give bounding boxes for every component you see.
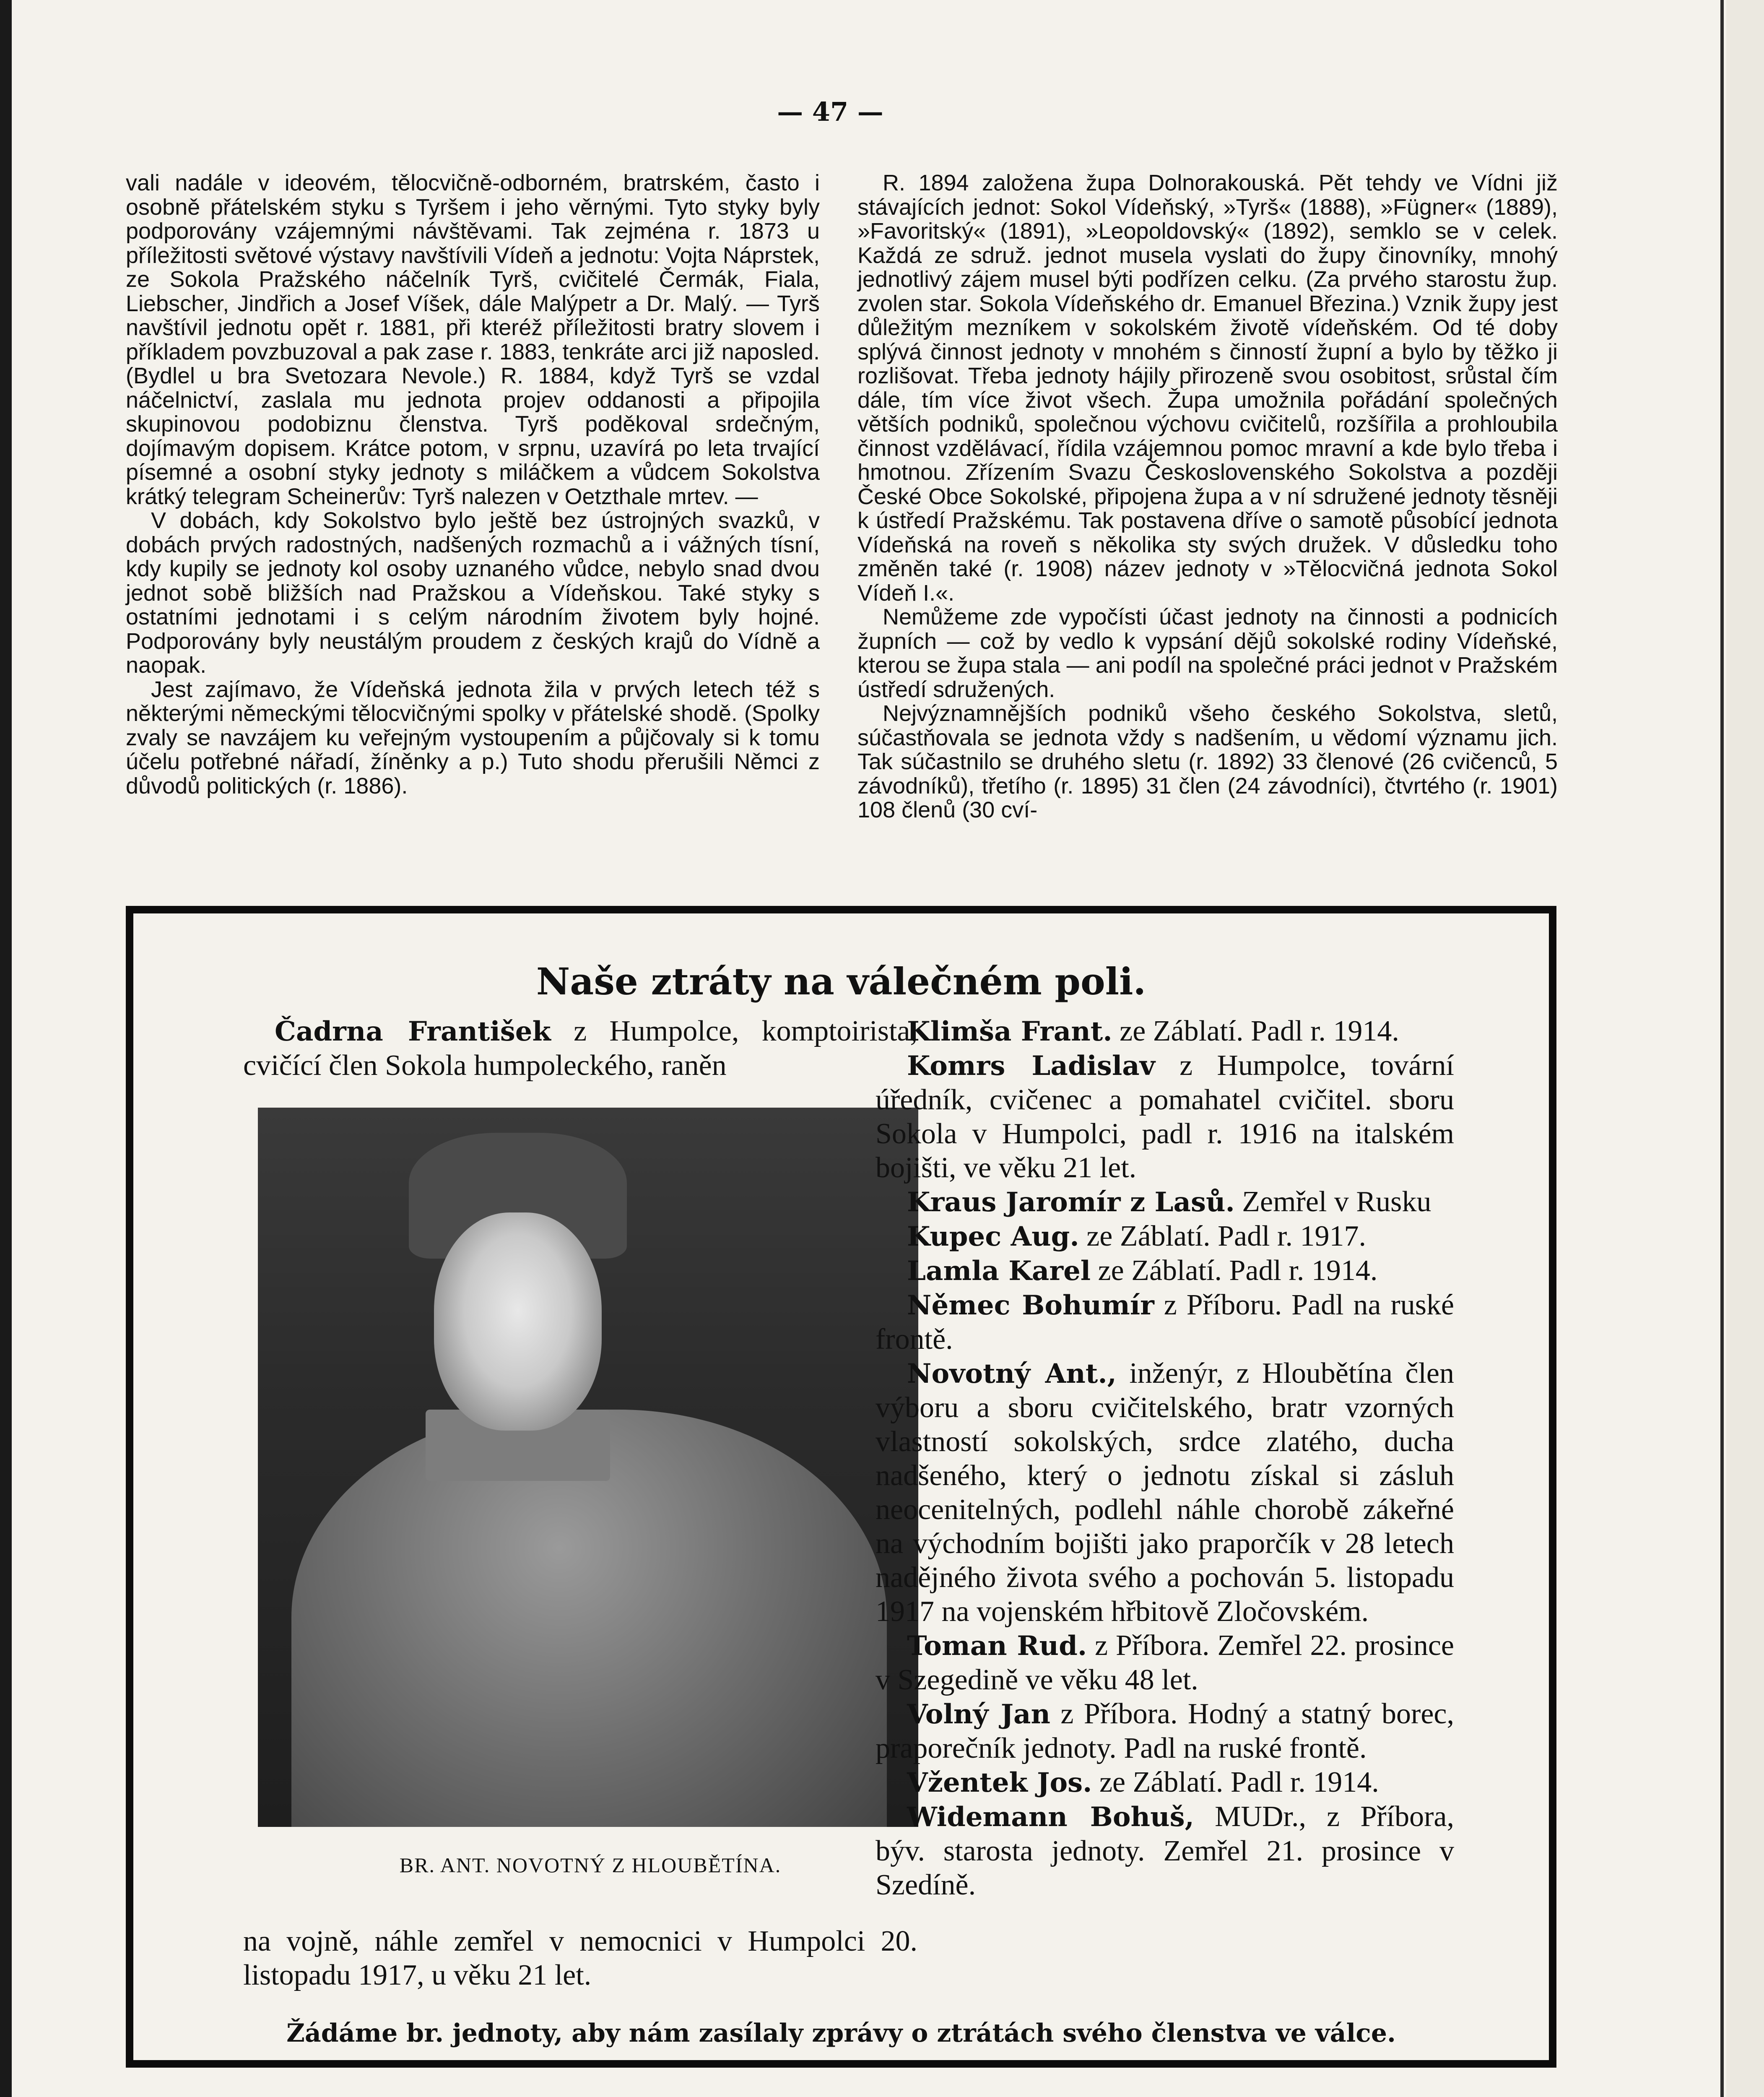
- obituary-entry: [876, 1254, 1454, 1288]
- obituary-entry: [876, 1288, 1454, 1356]
- obituary-text: z Příbora. Hodný a statný borec, praporečník jednoty. Padl na ruské frontě.: [876, 1698, 1455, 1764]
- obituary-entry: [876, 1629, 1454, 1697]
- obituary-cadrna: [243, 1014, 917, 1082]
- obituary-name: Kupec Aug.: [907, 1221, 1079, 1252]
- obituary-entry: [876, 1356, 1454, 1629]
- obituary-text: ze Záblatí. Padl r. 1917.: [1079, 1220, 1366, 1252]
- obituary-name: Kraus Jaromír z Lasů.: [907, 1186, 1235, 1218]
- left-column: [126, 171, 820, 798]
- obituary-list: [876, 1014, 1454, 1902]
- photo-caption: BR. ANT. NOVOTNÝ Z HLOUBĚTÍNA.: [399, 1853, 782, 1877]
- obituary-entry: [876, 1765, 1454, 1800]
- photo-face: [434, 1212, 602, 1431]
- obituary-name: Lamla Karel: [907, 1255, 1091, 1287]
- obituary-text: Zemřel v Rusku: [1234, 1186, 1431, 1218]
- obituary-name: Komrs Ladislav: [907, 1050, 1155, 1082]
- obituary-text: inženýr, z Hloubětína člen výboru a sboru cvičitelského, bratr vzorných vlastností sokolských, srdce zlatého, ducha nadšeného, který o jednotu získal si zásluh neocenitelných, podlehl náhle chorobě zákeřné na východním bojišti jako praporčík v 28 letech nadějného života svého a pochován 5. listopadu 1917 na vojenském hřbitově Zločovském.: [876, 1357, 1454, 1628]
- obituary-text: z Humpolce, tovární úředník, cvičenec a pomahatel cvičitel. sboru Sokola v Humpolci, padl r. 1916 na italském bojišti, ve věku 21 let.: [876, 1049, 1454, 1184]
- paragraph: R. 1894 založena župa Dolnorakouská. Pět tehdy ve Vídni již stávajících jednot: Sokol Vídeňský, »Tyrš« (1888), »Fügner« (1889), »Favoritský« (1891), »Leopoldovský« (1892), semklo se v celek. Každá ze sdruž. jednot musela vyslati do župy činovníky, mnohý jednotlivý zájem musel býti podřízen celku. (Za prvého starostu žup. zvolen star. Sokola Vídeňského dr. Emanuel Březina.) Vznik župy jest důležitým mezníkem v sokolském životě vídeňském. Od té doby splývá činnost jednoty v mnohém s činností župní a bylo by těžko ji rozlišovat. Třeba jednoty hájily přirozeně svou osobitost, srůstal čím dále, tím více život všech. Župa umožnila pořádání společných větších podniků, společnou výchovu cvičitelů, rozšířila a prohloubila činnost vzdělávací, řídila vzájemnou pomoc mravní a kde bylo třeba i hmotnou. Zřízením Svazu Československého Sokolstva a později České Obce Sokolské, připojena župa a v ní sdružené jednoty těsněji k ústředí Pražskému. Tak postavena dříve o samotě působící jednota Vídeňská na roveň s několika sty svých družek. V důsledku toho změněn také (r. 1908) název jednoty v »Tělocvičná jednota Sokol Vídeň I.«.: [857, 170, 1558, 606]
- obituary-text: ze Záblatí. Padl r. 1914.: [1091, 1254, 1378, 1287]
- obituary-name: Čadrna František: [275, 1016, 551, 1047]
- obituary-name: Novotný Ant.,: [907, 1358, 1117, 1389]
- obituary-text: z Příboru. Padl na ruské frontě.: [876, 1289, 1454, 1356]
- obituary-text: na vojně, náhle zemřel v nemocnici v Humpolci 20. listopadu 1917, u věku 21 let.: [243, 1925, 917, 1991]
- obituary-name: Vžentek Jos.: [907, 1767, 1092, 1798]
- obituary-name: Němec Bohumír: [907, 1290, 1154, 1321]
- obituary-entry: [876, 1014, 1454, 1048]
- page-number: — 47 —: [777, 96, 883, 127]
- memorial-box: [126, 906, 1556, 2068]
- right-column: [857, 171, 1558, 822]
- scan-edge-line: [1720, 0, 1724, 2097]
- paragraph: Jest zajímavo, že Vídeňská jednota žila v prvých letech též s některými německými tělocvičnými spolky v přátelské shodě. (Spolky zvaly se navzájem ku veřejným vystoupením a půjčovaly si k tomu účelu potřebné nářadí, žíněnky a p.) Tuto shodu přerušili Němci z důvodů politických (r. 1886).: [126, 676, 820, 799]
- obituary-name: Widemann Bohuš,: [907, 1801, 1194, 1833]
- paragraph: Nejvýznamnějších podniků všeho českého Sokolstva, sletů, súčastňovala se jednota vždy s nadšením, u vědomí významu jich. Tak súčastnilo se druhého sletu (r. 1892) 33 členové (26 cvičenců, 5 závodníků), třetího (r. 1895) 31 člen (24 závodníci), čtvrtého (r. 1901) 108 členů (30 cví-: [857, 701, 1558, 822]
- obituary-entry: [876, 1800, 1454, 1902]
- obituary-text: z Humpolce, komptoirista, cvičící člen Sokola humpoleckého, raněn: [243, 1015, 917, 1082]
- scan-edge-right: [1726, 0, 1764, 2097]
- paragraph: Nemůžeme zde vypočísti účast jednoty na činnosti a podnicích župních — což by vedlo k vypsání dějů sokolské rodiny Vídeňské, kterou se župa stala — ani podíl na společné práci jednot v Pražském ústředí sdružených.: [857, 604, 1558, 702]
- memorial-title: Naše ztráty na válečném poli.: [536, 960, 1146, 1003]
- obituary-name: Klimša Frant.: [907, 1016, 1112, 1047]
- obituary-entry: [876, 1219, 1454, 1254]
- obituary-text: MUDr., z Příbora, býv. starosta jednoty. Zemřel 21. prosince v Szedíně.: [876, 1800, 1455, 1901]
- obituary-text: ze Záblatí. Padl r. 1914.: [1112, 1015, 1399, 1047]
- paragraph: V dobách, kdy Sokolstvo bylo ještě bez ústrojných svazků, v dobách prvých radostných, nadšených rozmachů a i vážných tísní, kdy kupily se jednoty kol osoby uznaného vůdce, nebylo snad dvou jednot sobě bližších nad Pražskou a Vídeňskou. Také styky s ostatními jednotami i s celým národním životem byly hojné. Podporovány byly neustálým proudem z českých krajů do Vídně a naopak.: [126, 508, 820, 678]
- paragraph: vali nadále v ideovém, tělocvičně-odborném, bratrském, často i osobně přátelském styku s Tyršem i jeho věrnými. Tyto styky byly podporovány vzájemnými návštěvami. Tak zejména r. 1873 u příležitosti světové výstavy navštívili Vídeň a jednotu: Vojta Náprstek, ze Sokola Pražského náčelník Tyrš, cvičitelé Čermák, Fiala, Liebscher, Jindřich a Josef Víšek, dále Malýpetr a Dr. Malý. — Tyrš navštívil jednotu opět r. 1881, při kteréž příležitosti bratry slovem i příkladem povzbuzoval a pak zase r. 1883, tenkráte arci již naposled. (Bydlel u bra Svetozara Nevole.) R. 1884, když Tyrš se vzdal náčelnictví, zaslala mu jednota projev oddanosti a připojila skupinovou podobiznu členstva. Tyrš poděkoval srdečným, dojímavým dopisem. Krátce potom, v srpnu, uzavírá po leta trvající písemné a osobní styky jednoty s miláčkem a vůdcem Sokolstva krátký telegram Scheinerův: Tyrš nalezen v Oetzthale mrtev. —: [126, 170, 820, 509]
- scan-edge-left: [0, 0, 12, 2097]
- obituary-name: Toman Rud.: [907, 1630, 1087, 1662]
- obituary-entry: [876, 1185, 1454, 1219]
- obituary-entry: [876, 1048, 1454, 1185]
- obituary-cadrna-cont: [243, 1924, 917, 1992]
- obituary-entry: [876, 1697, 1454, 1765]
- obituary-text: z Příbora. Zemřel 22. prosince v Szegedině ve věku 48 let.: [876, 1629, 1454, 1696]
- portrait-photo: [258, 1108, 918, 1827]
- obituary-text: ze Záblatí. Padl r. 1914.: [1092, 1766, 1379, 1798]
- obituary-name: Volný Jan: [907, 1699, 1050, 1730]
- memorial-footer: Žádáme br. jednoty, aby nám zasílaly zprávy o ztrátách svého členstva ve válce.: [286, 2019, 1396, 2048]
